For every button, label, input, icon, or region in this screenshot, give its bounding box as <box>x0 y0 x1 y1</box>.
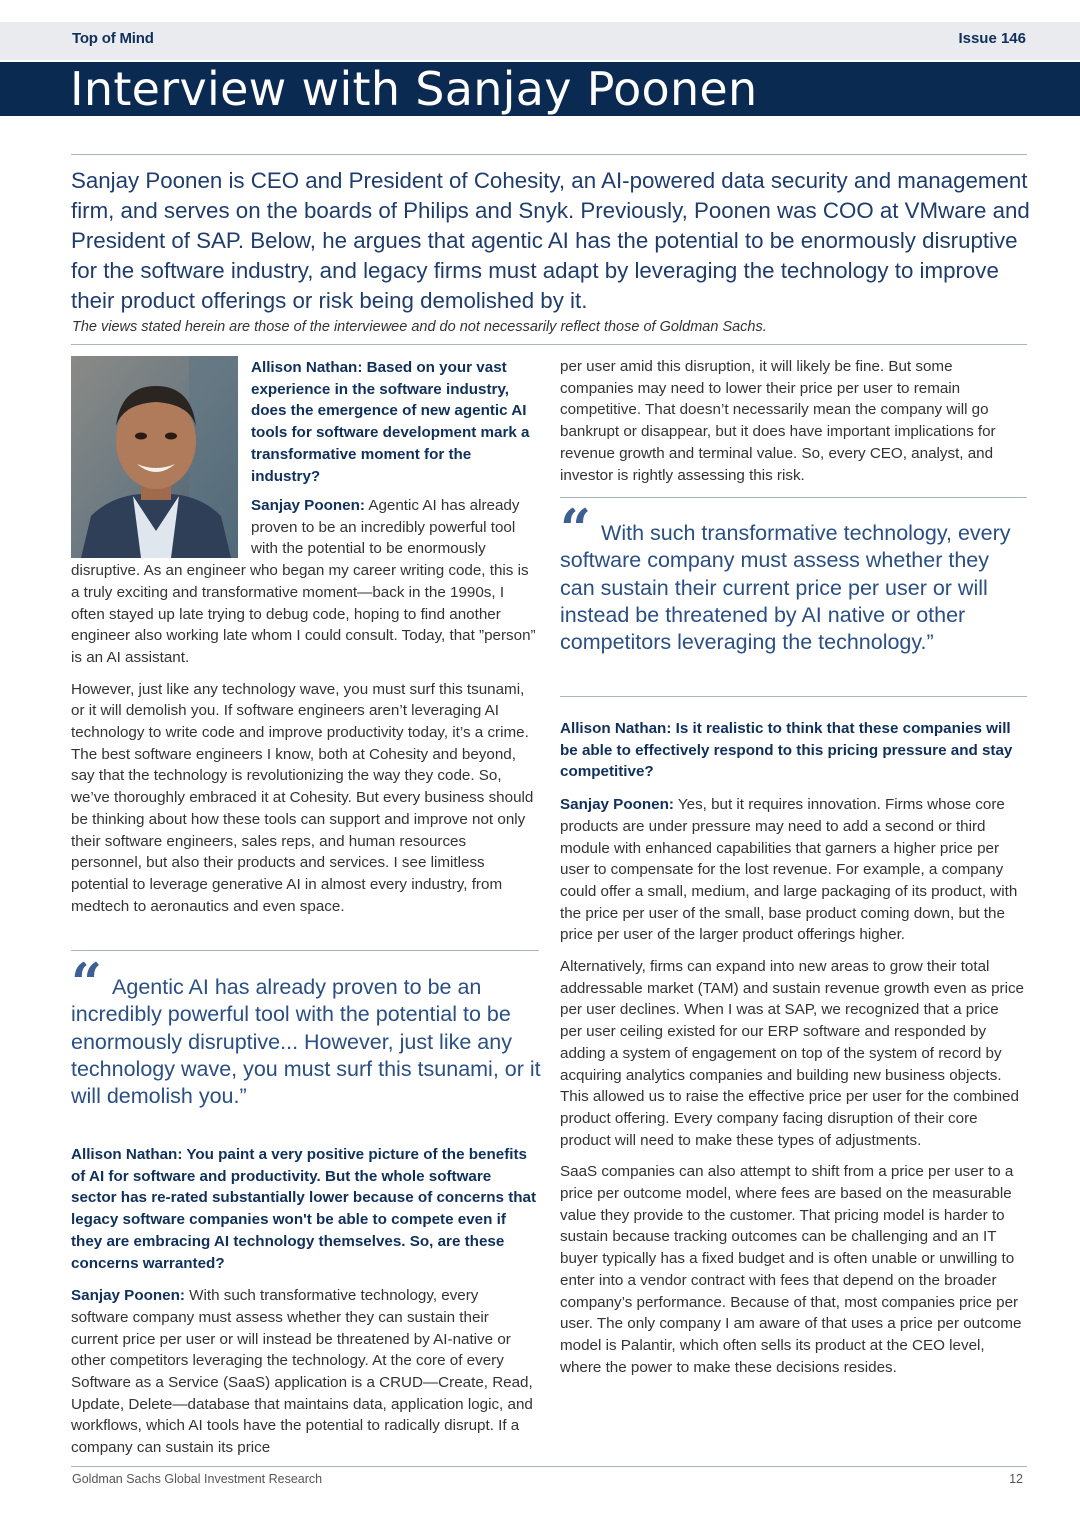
question-3: Allison Nathan: Is it realistic to think that these companies will be able to effectively respond to this pricing pressure and stay competitive? <box>560 720 1013 781</box>
right-top-block <box>560 356 1022 486</box>
left-column <box>251 357 536 487</box>
question-1: Allison Nathan: Based on your vast experience in the software industry, does the emergence of new agentic AI tools for software development mark a transformative moment for the industry? <box>251 359 530 485</box>
divider <box>71 950 539 951</box>
pull-quote-text: Agentic AI has already proven to be an incredibly powerful tool with the potential to be enormously disruptive... However, just like any technology wave, you must surf this tsunami, or it will demolish you.” <box>71 975 541 1109</box>
speaker-label: Sanjay Poonen: <box>71 1287 185 1305</box>
answer-3 <box>560 794 1024 946</box>
right-paragraph-2: Alternatively, firms can expand into new areas to grow their total addressable market (TAM) and sustain revenue growth even as price per user declines. When I was at SAP, we recognized that a price per user ceiling existed for our ERP software and responded by adding a system of engagement on top of the system of record by acquiring analytics companies and building new business objects. This allowed us to raise the effective price per user for the combined product offering. Every company facing disruption of their core product will need to make these types of adjustments. <box>560 958 1025 1149</box>
right-lower-block <box>560 718 1024 1378</box>
divider <box>71 344 1027 345</box>
quote-mark-icon: “ <box>71 951 95 1015</box>
left-lower-block <box>71 1144 539 1459</box>
footer-divider <box>71 1466 1027 1467</box>
right-paragraph-1: per user amid this disruption, it will likely be fine. But some companies may need to lower their price per user to remain competitive. That doesn’t necessarily mean the company will go bankrupt or disappear, but it does have important implications for revenue growth and terminal value. So, every CEO, analyst, and investor is rightly assessing this risk. <box>560 358 996 484</box>
left-paragraph-2: However, just like any technology wave, you must surf this tsunami, or it will demolish you. If software engineers aren’t leveraging AI technology to write code and improve productivity today, it’s a crime. The best software engineers I know, both at Cohesity and beyond, say that the technology is revolutionizing the way they code. So, we’ve thoroughly embraced it at Cohesity. But every business should be thinking about how these tools can support and improve not only their software engineers, sales reps, and human resources personnel, but also their products and services. I see limitless potential to leverage generative AI in almost every industry, from medtech to aeronautics and even space. <box>71 680 534 915</box>
divider <box>560 497 1027 498</box>
page-title: Interview with Sanjay Poonen <box>70 62 758 116</box>
speaker-label: Sanjay Poonen: <box>560 796 674 814</box>
answer-2-text: With such transformative technology, every software company must assess whether they can sustain their current price per user or will instead be threatened by AI-native or other competitors leveraging the technology. At the core of every Software as a Service (SaaS) application is a CRUD—Create, Read, Update, Delete—database that maintains data, application logic, and workflows, which AI tools have the potential to radically disrupt. If a company can sustain its price <box>71 1287 533 1457</box>
speaker-label: Sanjay Poonen: <box>251 497 365 514</box>
right-paragraph-3: SaaS companies can also attempt to shift from a price per user to a price per outcome model, where fees are based on the measurable value they provide to the customer. That pricing model is harder to sustain because tracking outcomes can be challenging and an IT buyer typically has a fixed budget and is often unable or unwilling to enter into a vendor contract with fees that depend on the broader company’s performance. Because of that, most companies price per user. The only company I am aware of that uses a price per outcome model is Palantir, which often sells its product at the CEO level, where the power to make these decisions resides. <box>560 1163 1022 1376</box>
footer-source: Goldman Sachs Global Investment Research <box>72 1472 323 1486</box>
pull-quote-right <box>560 497 1020 656</box>
page-number: 12 <box>1009 1472 1023 1486</box>
pull-quote-text: With such transformative technology, every software company must assess whether they can sustain their current price per user or will instead be threatened by AI native or other competitors leveraging the technology.” <box>560 521 1011 655</box>
divider <box>71 154 1027 155</box>
divider <box>560 696 1027 697</box>
disclaimer: The views stated herein are those of the interviewee and do not necessarily reflect those of Goldman Sachs. <box>72 319 767 335</box>
top-header-band <box>0 22 1080 60</box>
question-2: Allison Nathan: You paint a very positive picture of the benefits of AI for software and productivity. But the whole software sector has re-rated substantially lower because of concerns that legacy software companies won't be able to compete even if they are embracing AI technology themselves. So, are these concerns warranted? <box>71 1146 537 1272</box>
answer-3-text: Yes, but it requires innovation. Firms whose core products are under pressure may need to add a second or third module with enhanced capabilities that garners a higher price per user to compensate for the lost revenue. For example, a company could offer a small, medium, and large packaging of its product, with the price per user of the small, base product coming down, but the price per user of the larger product offerings higher. <box>560 796 1018 944</box>
section-label: Top of Mind <box>72 30 154 47</box>
answer-2 <box>71 1285 539 1459</box>
photo-wrap-spacer <box>71 495 251 559</box>
intro-paragraph: Sanjay Poonen is CEO and President of Cohesity, an AI-powered data security and management firm, and serves on the boards of Philips and Snyk. Previously, Poonen was COO at VMware and President of SAP. Below, he argues that agentic AI has the potential to be enormously disruptive for the software industry, and legacy firms must adapt by leveraging the technology to improve their product offerings or risk being demolished by it. <box>71 168 1030 313</box>
title-banner <box>0 62 1080 116</box>
quote-mark-icon: “ <box>560 497 584 561</box>
issue-label: Issue 146 <box>958 30 1026 47</box>
answer-1-text: Agentic AI has already proven to be an incredibly powerful tool with the potential to be enormously disruptive. As an engineer who began my career writing code, this is a truly exciting and transformative moment—back in the 1990s, I often stayed up late trying to debug code, hoping to find another engineer also working late whom I could consult. Today, that ”person” is an AI assistant. <box>71 497 536 666</box>
answer-1-block <box>71 495 539 917</box>
answer-1 <box>71 495 539 669</box>
pull-quote-left <box>71 951 541 1110</box>
